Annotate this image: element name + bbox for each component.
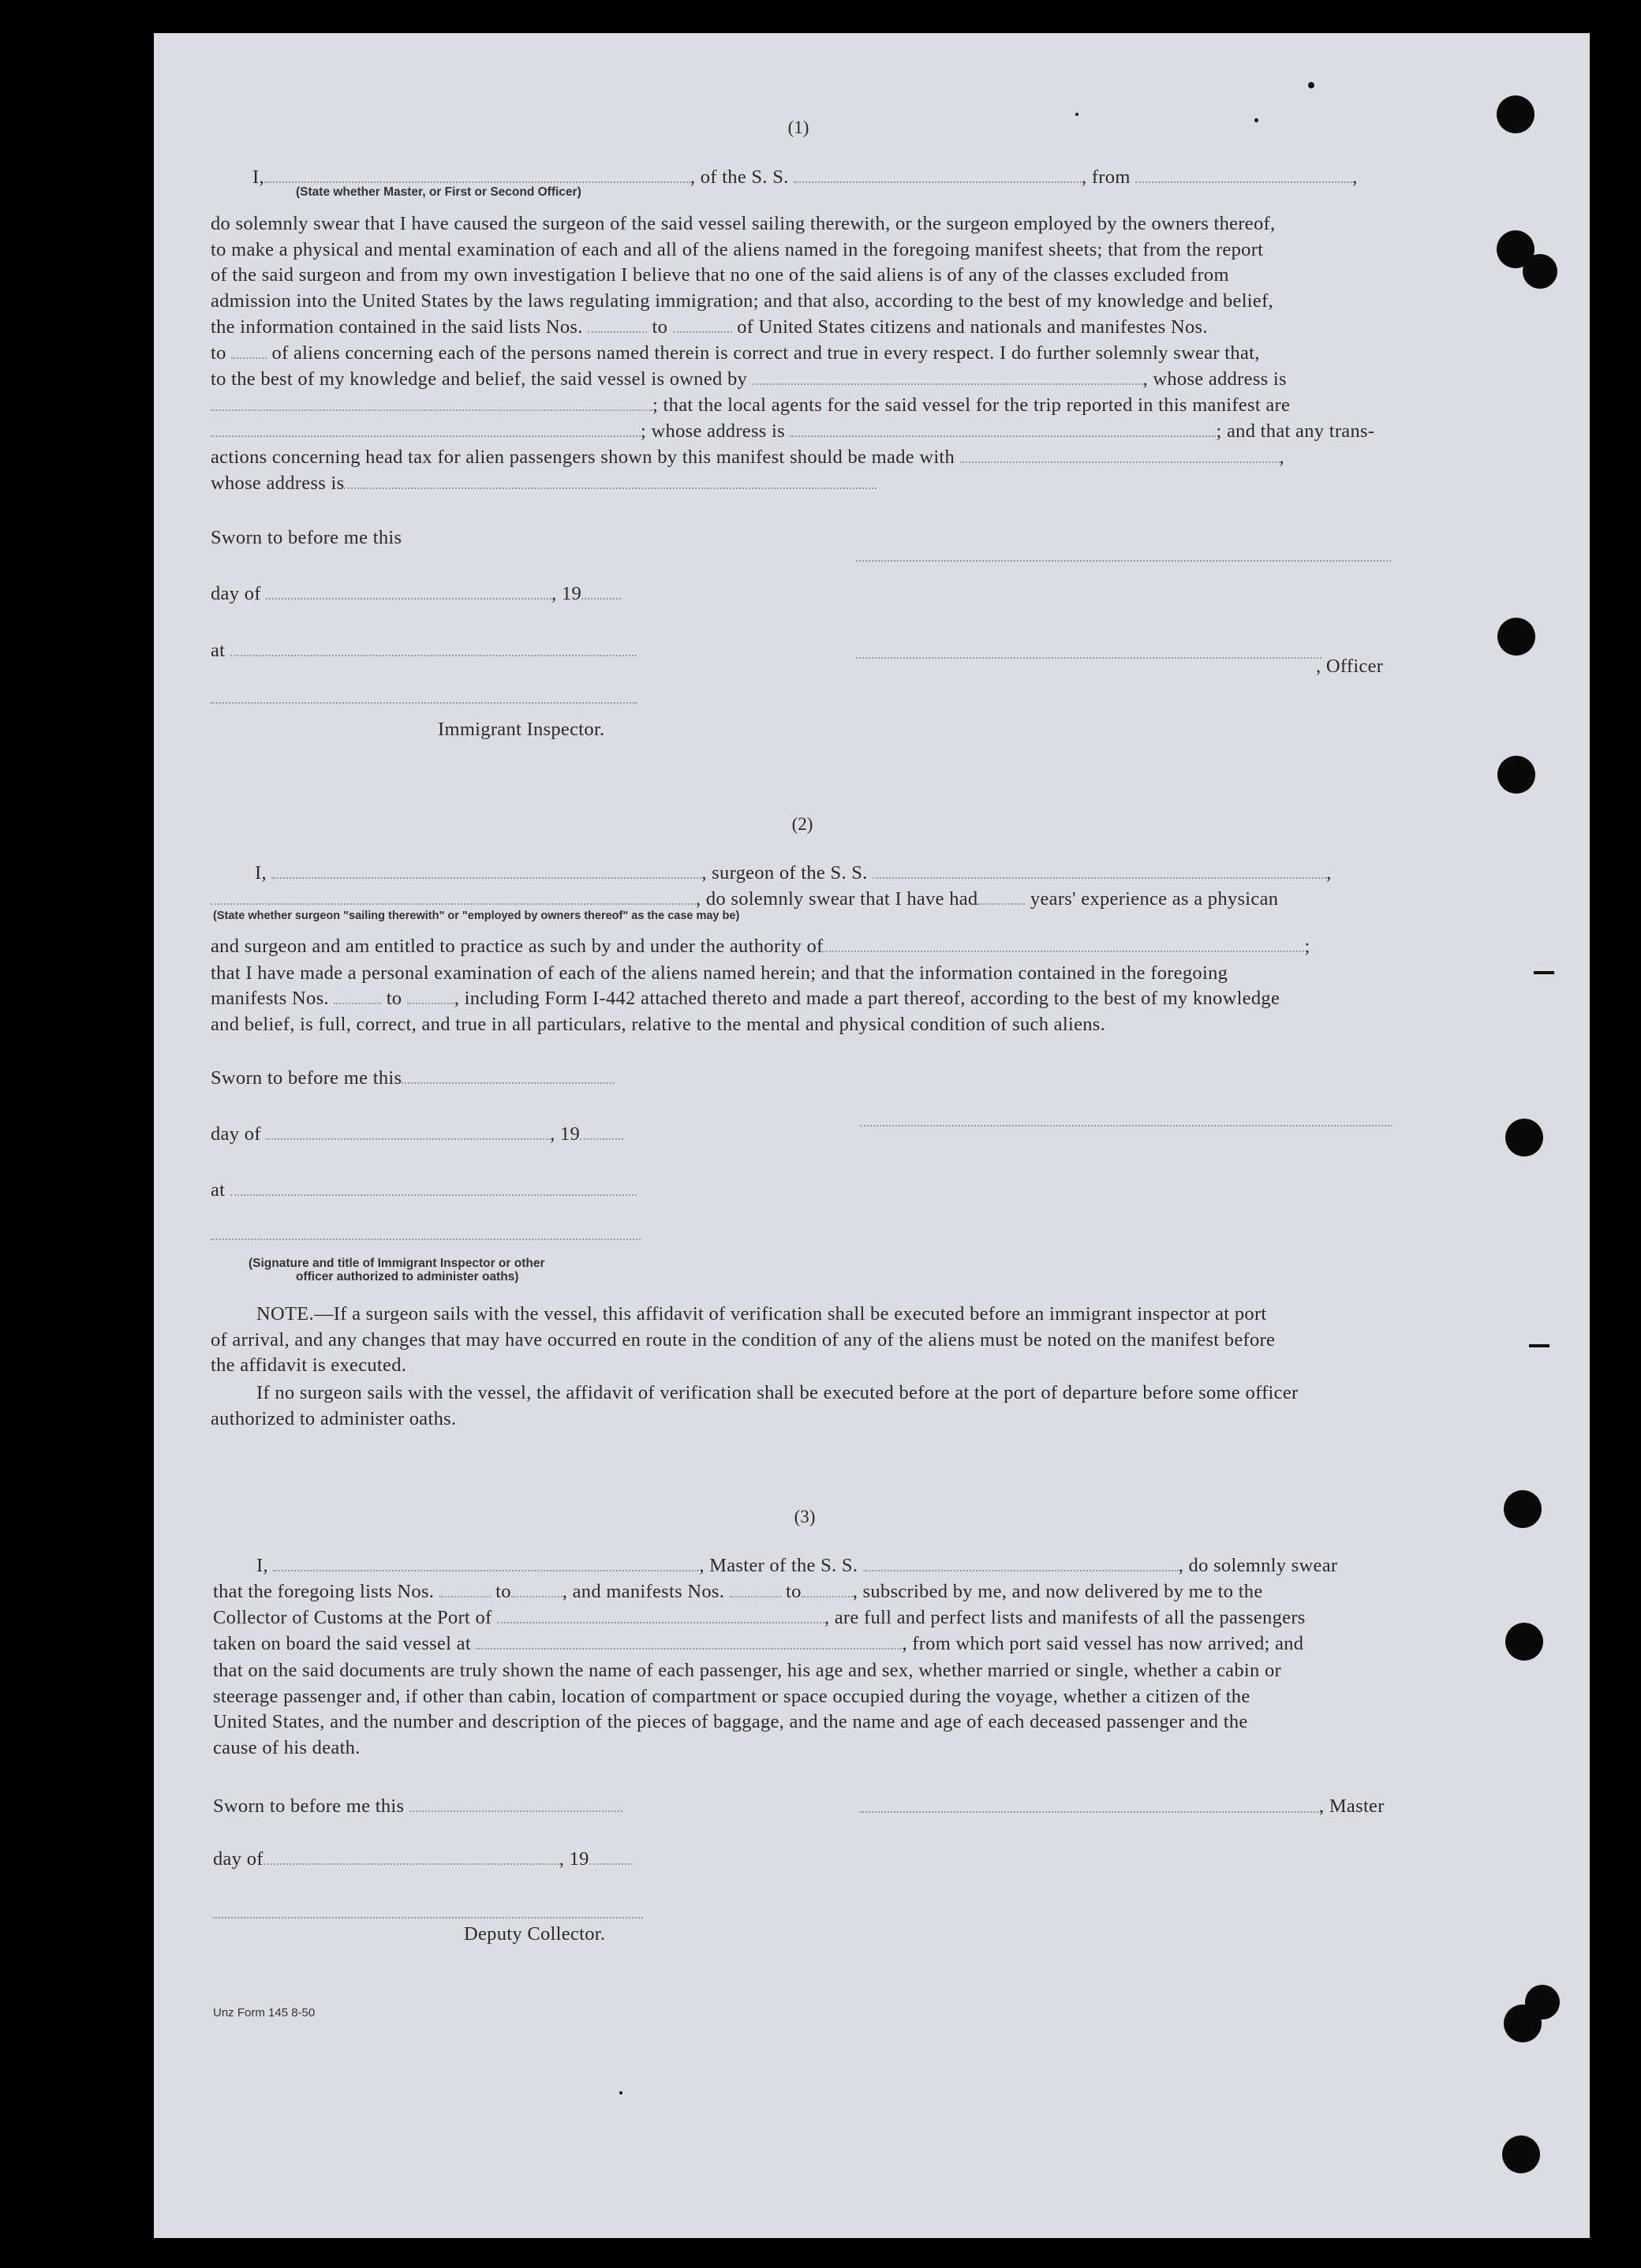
s2-note-line: authorized to administer oaths. xyxy=(211,1407,457,1429)
s2-text: , xyxy=(1326,862,1332,884)
s1-text: to xyxy=(211,342,226,364)
s2-day-of xyxy=(211,1123,623,1146)
owner-address-field[interactable] xyxy=(211,394,652,411)
s1-text: ; that the local agents for the said vessel for the trip reported in this manifest are xyxy=(652,394,1291,416)
s1-text: ; whose address is xyxy=(641,420,786,442)
s2-line-2 xyxy=(211,887,1278,911)
s1-officer-note: (State whether Master, or First or Second Officer) xyxy=(296,185,581,199)
s3-text: taken on board the said vessel at xyxy=(213,1633,471,1654)
s2-text: Sworn to before me this xyxy=(211,1067,402,1089)
s3-manifests-from-field[interactable] xyxy=(730,1580,781,1597)
s2-text: ; xyxy=(1304,936,1310,957)
s3-para-line: cause of his death. xyxy=(213,1736,361,1758)
s3-vessel-name-field[interactable] xyxy=(863,1554,1179,1571)
s3-text: , from which port said vessel has now arrived; and xyxy=(902,1633,1304,1654)
s1-text: , xyxy=(1279,447,1284,468)
s2-sworn-field[interactable] xyxy=(402,1067,615,1084)
s2-note-line: the affidavit is executed. xyxy=(211,1354,407,1376)
margin-mark xyxy=(1529,1344,1549,1347)
speck xyxy=(619,2091,622,2094)
port-of-field[interactable] xyxy=(497,1606,824,1623)
officer-rank-field[interactable] xyxy=(264,166,690,183)
s3-text: Collector of Customs at the Port of xyxy=(213,1607,492,1628)
speck xyxy=(1254,118,1258,122)
s3-text: , are full and perfect lists and manifests of all the passengers xyxy=(824,1607,1306,1628)
s3-text: , subscribed by me, and now delivered by me to the xyxy=(852,1581,1263,1602)
s3-text: I, xyxy=(256,1555,268,1576)
s2-signature-line[interactable] xyxy=(860,1125,1392,1127)
s2-paragraph xyxy=(211,961,1392,987)
form-number: Unz Form 145 8-50 xyxy=(213,2006,316,2020)
s1-text: , whose address is xyxy=(1142,368,1287,390)
margin-mark xyxy=(1534,971,1554,974)
s1-text: , 19 xyxy=(551,583,582,604)
s1-inspector: Immigrant Inspector. xyxy=(438,719,605,740)
s3-para-line: that on the said documents are truly shown the name of each passenger, his age and sex, whether married or single, whether a cabin or xyxy=(213,1660,1281,1681)
s2-surgeon-note: (State whether surgeon "sailing therewith" or "employed by owners thereof" as the case may be) xyxy=(213,910,740,922)
s1-text: of United States citizens and nationals and manifestes Nos. xyxy=(737,316,1208,338)
s3-sworn xyxy=(213,1795,622,1818)
head-tax-address-field[interactable] xyxy=(344,472,877,489)
s3-line-4 xyxy=(213,1632,1303,1656)
s3-manifests-to-field[interactable] xyxy=(802,1580,853,1597)
master-name-field[interactable] xyxy=(273,1554,699,1571)
s1-line-nos xyxy=(211,316,1208,339)
surgeon-name-field[interactable] xyxy=(271,861,701,879)
s1-year-field[interactable] xyxy=(581,582,621,600)
s2-place-field[interactable] xyxy=(230,1179,637,1196)
s3-line-2 xyxy=(213,1580,1263,1604)
s1-text: the information contained in the said lists Nos. xyxy=(211,316,583,338)
s2-text: , including Form I-442 attached thereto and made a part thereof, according to the best of my knowledge xyxy=(454,988,1280,1009)
s3-para-line: United States, and the number and description of the pieces of baggage, and the name and age of each deceased passenger and the xyxy=(213,1711,1248,1732)
s1-line-to xyxy=(211,342,1260,365)
s3-text: , and manifests Nos. xyxy=(562,1581,725,1602)
vessel-owner-field[interactable] xyxy=(753,368,1143,385)
s2-manifest-to-field[interactable] xyxy=(407,987,454,1004)
lists-nos-to-field[interactable] xyxy=(673,316,732,333)
s2-text: , surgeon of the S. S. xyxy=(701,862,868,884)
s3-day-of xyxy=(213,1848,633,1871)
s1-text: day of xyxy=(211,583,261,604)
s2-at xyxy=(211,1179,637,1202)
binder-hole xyxy=(1523,254,1557,289)
s2-year-field[interactable] xyxy=(580,1123,623,1140)
s1-officer: , Officer xyxy=(1316,656,1384,677)
s2-manifest-from-field[interactable] xyxy=(334,987,381,1004)
s2-text: and surgeon and am entitled to practice as such by and under the authority of xyxy=(211,936,824,957)
s3-line-3 xyxy=(213,1606,1306,1630)
s1-text: Sworn to before me this xyxy=(211,527,402,548)
s1-text: actions concerning head tax for alien passengers shown by this manifest should be made with xyxy=(211,447,955,468)
port-from-field[interactable] xyxy=(1135,166,1352,183)
binder-hole xyxy=(1497,756,1535,794)
s1-day-of xyxy=(211,582,621,606)
s1-line-tax xyxy=(211,446,1284,469)
section-2-header: (2) xyxy=(791,814,813,834)
s1-comma: , xyxy=(1352,166,1358,188)
s3-text: Sworn to before me this xyxy=(213,1795,405,1817)
lists-nos-from-field[interactable] xyxy=(588,316,647,333)
s1-text: to xyxy=(652,316,668,338)
s1-signature-line[interactable] xyxy=(856,560,1391,562)
surgeon-status-field[interactable] xyxy=(211,887,696,905)
s2-note-line: If no surgeon sails with the vessel, the affidavit of verification shall be executed before at the port of departure before some officer xyxy=(256,1382,1299,1403)
boarding-port-field[interactable] xyxy=(476,1632,902,1650)
s3-text: to xyxy=(786,1581,802,1602)
s3-lists-to-field[interactable] xyxy=(511,1580,563,1597)
officer-signature-line[interactable] xyxy=(856,657,1321,659)
s2-vessel-name-field[interactable] xyxy=(873,861,1326,879)
binder-hole xyxy=(1502,2135,1540,2173)
deputy-signature-line[interactable] xyxy=(213,1917,643,1919)
s1-text: of aliens concerning each of the persons named therein is correct and true in every respect. I do further solemnly swear that, xyxy=(271,342,1260,364)
years-experience-field[interactable] xyxy=(977,887,1025,905)
binder-hole xyxy=(1505,1623,1543,1661)
speck xyxy=(1075,113,1078,116)
binder-hole xyxy=(1525,1985,1560,2020)
s3-text: that the foregoing lists Nos. xyxy=(213,1581,435,1602)
section-1-header: (1) xyxy=(787,118,809,137)
s3-para-line: steerage passenger and, if other than cabin, location of compartment or space occupied during the voyage, whether a citizen of the xyxy=(213,1685,1250,1707)
s2-note-paragraph xyxy=(211,1302,1392,1379)
s1-line-owned xyxy=(211,368,1287,391)
speck xyxy=(1308,82,1314,88)
local-agents-field[interactable] xyxy=(211,420,641,437)
s3-master: , Master xyxy=(1319,1795,1385,1817)
s3-text: , do solemnly swear xyxy=(1178,1555,1338,1576)
s1-i: I, xyxy=(252,166,264,188)
section-3-header: (3) xyxy=(794,1507,816,1526)
head-tax-contact-field[interactable] xyxy=(960,446,1280,463)
s2-text: , 19 xyxy=(550,1123,581,1145)
s2-signature-note-2: officer authorized to administer oaths) xyxy=(296,1270,519,1283)
s2-line-1 xyxy=(255,861,1332,885)
s1-text: at xyxy=(211,640,226,661)
binder-hole xyxy=(1497,95,1534,133)
s1-para-line: to make a physical and mental examination of each and all of the aliens named in the foregoing manifest sheets; that from the report xyxy=(211,238,1264,260)
s2-text: I, xyxy=(255,862,267,884)
vessel-name-field[interactable] xyxy=(794,166,1082,183)
manifests-nos-to-field[interactable] xyxy=(231,342,267,359)
s3-deputy: Deputy Collector. xyxy=(464,1923,606,1945)
s3-text: , 19 xyxy=(559,1848,589,1870)
s1-paragraph xyxy=(211,211,1392,314)
binder-hole xyxy=(1504,1490,1542,1528)
s3-sworn-field[interactable] xyxy=(409,1795,622,1812)
agents-address-field[interactable] xyxy=(790,420,1216,437)
s1-text: to the best of my knowledge and belief, the said vessel is owned by xyxy=(211,368,748,390)
binder-hole xyxy=(1505,1119,1543,1156)
s2-text: years' experience as a physican xyxy=(1030,888,1279,910)
s3-lists-from-field[interactable] xyxy=(439,1580,491,1597)
s2-text: day of xyxy=(211,1123,261,1145)
s2-text: at xyxy=(211,1179,226,1201)
s2-line-3 xyxy=(211,935,1310,958)
s2-inspector-line[interactable] xyxy=(211,1239,641,1240)
s1-para-line: of the said surgeon and from my own investigation I believe that no one of the said aliens is of any of the classes excluded from xyxy=(211,264,1229,286)
s2-text: , do solemnly swear that I have had xyxy=(696,888,978,910)
master-signature-line[interactable] xyxy=(860,1811,1321,1813)
s1-of-ss: , of the S. S. xyxy=(690,166,789,188)
s2-para-line: that I have made a personal examination of each of the aliens named herein; and that the information contained in the foregoing xyxy=(211,962,1228,984)
s1-text: ; and that any trans- xyxy=(1216,420,1375,442)
s1-text: whose address is xyxy=(211,473,345,494)
s1-sworn xyxy=(211,526,402,550)
s2-text: to xyxy=(386,988,402,1009)
s2-line-belief: and belief, is full, correct, and true in all particulars, relative to the mental and physical condition of such aliens. xyxy=(211,1014,1106,1035)
authority-field[interactable] xyxy=(823,935,1304,952)
s2-note-line: of arrival, and any changes that may have occurred en route in the condition of any of the aliens must be noted on the manifest before xyxy=(211,1328,1276,1351)
s2-text: manifests Nos. xyxy=(211,988,329,1009)
s3-text: to xyxy=(495,1581,511,1602)
s1-day-field[interactable] xyxy=(266,582,551,600)
s2-day-field[interactable] xyxy=(266,1123,550,1140)
s3-line-1 xyxy=(256,1554,1337,1578)
s1-line-agents xyxy=(211,394,1290,417)
s2-line-manifests xyxy=(211,987,1280,1011)
s1-at xyxy=(211,639,637,663)
s1-para-line: admission into the United States by the laws regulating immigration; and that also, according to the best of my knowledge and belief, xyxy=(211,290,1273,312)
binder-hole xyxy=(1497,618,1535,656)
s2-no-surgeon-paragraph xyxy=(211,1381,1392,1432)
s3-year-field[interactable] xyxy=(589,1848,633,1865)
s3-day-field[interactable] xyxy=(264,1848,559,1865)
s3-paragraph xyxy=(213,1658,1395,1761)
s3-text: , Master of the S. S. xyxy=(699,1555,858,1576)
s1-place-field[interactable] xyxy=(230,639,637,656)
s2-note-line: NOTE.—If a surgeon sails with the vessel, this affidavit of verification shall be executed before an immigrant inspector at port xyxy=(256,1303,1267,1325)
s1-para-line: do solemnly swear that I have caused the surgeon of the said vessel sailing therewith, or the surgeon employed by the owners thereof, xyxy=(211,213,1276,234)
s3-text: day of xyxy=(213,1848,264,1870)
inspector-signature-line[interactable] xyxy=(211,702,637,704)
s1-line-address xyxy=(211,420,1374,443)
s1-line-whose xyxy=(211,472,877,495)
s1-from: , from xyxy=(1082,166,1131,188)
s2-signature-note-1: (Signature and title of Immigrant Inspector or other xyxy=(249,1257,545,1270)
s2-sworn xyxy=(211,1067,615,1090)
